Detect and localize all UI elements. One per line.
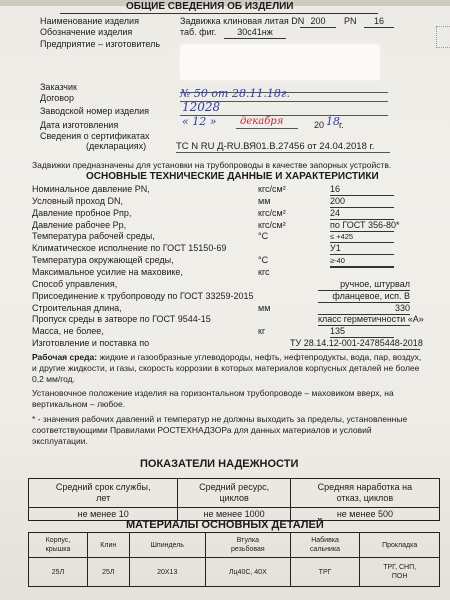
materials-header-cell <box>290 533 359 558</box>
reliability-table <box>28 478 440 521</box>
install-line-2: вертикальном – любое. <box>32 399 126 409</box>
materials-value-cell <box>290 558 359 587</box>
medium-label: Рабочая среда: <box>32 352 98 362</box>
date-month-line <box>236 128 298 129</box>
note-line-3: эксплуатации. <box>32 436 88 446</box>
spec-label: Давление рабочее Pр, <box>32 219 127 230</box>
materials-header-text: резьбовая <box>230 546 265 553</box>
spec-label: Условный проход DN, <box>32 195 123 206</box>
spec-unit: кг <box>258 326 266 337</box>
pn-value: 16 <box>364 16 394 28</box>
materials-value-row <box>29 558 440 587</box>
materials-title: МАТЕРИАЛЫ ОСНОВНЫХ ДЕТАЛЕЙ <box>126 519 324 531</box>
spec-value: 24 <box>330 208 394 220</box>
reliability-header-resource: Средний ресурс, циклов <box>178 479 290 508</box>
materials-header-cell <box>129 533 205 558</box>
spec-unit: кгс/см² <box>258 184 286 194</box>
spec-unit: °С <box>258 231 269 242</box>
date-day: « 12 » <box>182 115 217 128</box>
reliability-header-mtbf: Средняя наработка на отказ, циклов <box>290 479 439 508</box>
note-line-1: * - значения рабочих давлений и температур не должны выходить за пределы, установленные <box>32 414 408 424</box>
customer-label: Заказчик <box>40 82 77 92</box>
date-month: декабря <box>240 116 284 127</box>
spec-label: Строительная длина, <box>32 302 122 313</box>
materials-header-cell <box>87 533 129 558</box>
designation-label: Обозначение изделия <box>40 27 133 37</box>
materials-value-cell <box>205 558 290 587</box>
dn-value: 200 <box>300 16 336 28</box>
designation-prefix: таб. фиг. <box>180 27 217 37</box>
spec-label: Пропуск среды в затворе по ГОСТ 9544-15 <box>32 314 211 325</box>
reliability-value-resource: не менее 1000 <box>178 508 290 521</box>
spec-unit: мм <box>258 302 271 313</box>
serial-value: 12028 <box>182 100 221 114</box>
reliability-value-mtbf: не менее 500 <box>290 508 439 521</box>
reliability-value-service-life: не менее 10 <box>29 508 178 521</box>
cert-label-sub: (декларациях) <box>86 141 147 151</box>
spec-unit: кгс/см² <box>258 207 286 218</box>
designation-value: 30с41нж <box>224 27 286 39</box>
materials-value-text: ТРГ <box>318 568 332 576</box>
medium-text-1: жидкие и газообразные углеводороды, нефть, нефтепродукты, вода, пар, воздух, <box>97 352 422 362</box>
spec-label: Масса, не более, <box>32 326 104 337</box>
spec-value: У1 <box>330 243 394 255</box>
spec-value: класс герметичности «А» <box>318 314 424 325</box>
materials-header-row <box>29 533 440 558</box>
materials-header-text: Прокладка <box>382 541 418 549</box>
materials-value-text: Лц40С, 40Х <box>228 568 267 576</box>
materials-header-text: крышка <box>45 546 71 553</box>
spec-label: Присоединение к трубопроводу по ГОСТ 33259-2015 <box>32 290 254 301</box>
pn-label: PN <box>344 16 357 26</box>
materials-value-cell <box>129 558 205 587</box>
reliability-header-row <box>29 479 440 508</box>
medium-line-3: 0,2 мм/год. <box>32 374 76 384</box>
spec-value: ручное, штурвал <box>318 279 410 291</box>
spec-value: 135 <box>330 326 394 338</box>
materials-header-text: Корпус, <box>45 537 71 544</box>
spec-value: ≤ +425 <box>330 231 394 243</box>
cert-label: Сведения о сертификатах <box>40 131 150 141</box>
section-title: ОБЩИЕ СВЕДЕНИЯ ОБ ИЗДЕЛИИ <box>126 1 294 12</box>
materials-value-text: 20Х13 <box>157 568 178 576</box>
materials-header-text: Шпиндель <box>150 541 184 549</box>
reliability-title: ПОКАЗАТЕЛИ НАДЕЖНОСТИ <box>140 458 299 470</box>
spec-value: фланцевое, исп. В <box>318 291 410 303</box>
spec-label: Способ управления, <box>32 278 118 289</box>
cert-line <box>176 152 390 153</box>
spec-unit: кгс <box>258 266 270 277</box>
reliability-header-service-life: Средний срок службы, лет <box>29 479 178 508</box>
spec-label: Изготовление и поставка по <box>32 338 150 348</box>
materials-header-text: Клин <box>100 541 117 549</box>
date-year-suffix: г. <box>339 120 344 130</box>
spec-label: Давление пробное Pпр, <box>32 207 132 218</box>
materials-header-text: Втулка <box>236 537 259 544</box>
materials-header-cell <box>360 533 440 558</box>
spec-label: Климатическое исполнение по ГОСТ 15150-69 <box>32 243 227 254</box>
note-line-2: соответствующими Правилами РОСТЕХНАДЗОРа для данных материалов и условий <box>32 425 372 435</box>
materials-header-cell <box>29 533 88 558</box>
cert-value: ТС N RU Д-RU.ВЯ01.В.27456 от 24.04.2018 г. <box>176 141 375 152</box>
contract-value: № 50 от 28.11.18г. <box>180 87 290 100</box>
materials-value-cell <box>360 558 440 587</box>
materials-value-text: 25Л <box>102 568 115 576</box>
date-year: 18 <box>326 115 340 128</box>
materials-table <box>28 532 440 587</box>
medium-line-1 <box>32 352 421 363</box>
header-rule <box>60 13 378 14</box>
materials-value-text: ПОН <box>391 573 408 580</box>
spec-value: ТУ 28.14.12-001-24785448-2018 <box>290 338 423 348</box>
spec-value <box>330 267 394 268</box>
spec-label: Максимальное усилие на маховике, <box>32 266 183 277</box>
install-line-1: Установочное положение изделия на горизонтальном трубопроводе – маховиком вверх, на <box>32 388 394 398</box>
spec-unit: кгс/см² <box>258 219 286 230</box>
spec-label: Температура рабочей среды, <box>32 231 155 242</box>
name-value: Задвижка клиновая литая DN <box>180 16 305 26</box>
date-label: Дата изготовления <box>40 120 119 130</box>
spec-unit: мм <box>258 195 271 206</box>
contract-label: Договор <box>40 93 74 103</box>
spec-value: ≥-40 <box>330 255 394 267</box>
date-year-prefix: 20 <box>314 120 325 130</box>
materials-header-text: сальника <box>310 546 341 553</box>
materials-header-text: Набивка <box>311 537 339 544</box>
edge-mark <box>436 26 450 48</box>
spec-value: 200 <box>330 196 394 208</box>
spec-label: Номинальное давление PN, <box>32 184 150 194</box>
materials-header-cell <box>205 533 290 558</box>
materials-value-text: ТРГ, СНП, <box>383 564 417 571</box>
manufacturer-label: Предприятие – изготовитель <box>40 39 161 49</box>
materials-value-text: 25Л <box>51 568 65 576</box>
spec-value: 16 <box>330 184 394 196</box>
spec-label: Температура окружающей среды, <box>32 255 174 266</box>
redacted-area <box>180 44 380 80</box>
spec-value: по ГОСТ 356-80* <box>330 219 400 230</box>
name-label: Наименование изделия <box>40 16 139 26</box>
materials-value-cell <box>29 558 88 587</box>
medium-line-2: и другие жидкости, и газы, скорость коррозии в которых материалов корпусных деталей не более <box>32 363 420 373</box>
spec-value: 330 <box>318 303 410 315</box>
specs-title: ОСНОВНЫЕ ТЕХНИЧЕСКИЕ ДАННЫЕ И ХАРАКТЕРИСТИКИ <box>86 171 379 182</box>
purpose-text: Задвижки предназначены для установки на трубопроводы в качестве запорных устройств. <box>32 160 392 170</box>
serial-label: Заводской номер изделия <box>40 106 149 116</box>
spec-unit: °С <box>258 255 269 266</box>
materials-value-cell <box>87 558 129 587</box>
